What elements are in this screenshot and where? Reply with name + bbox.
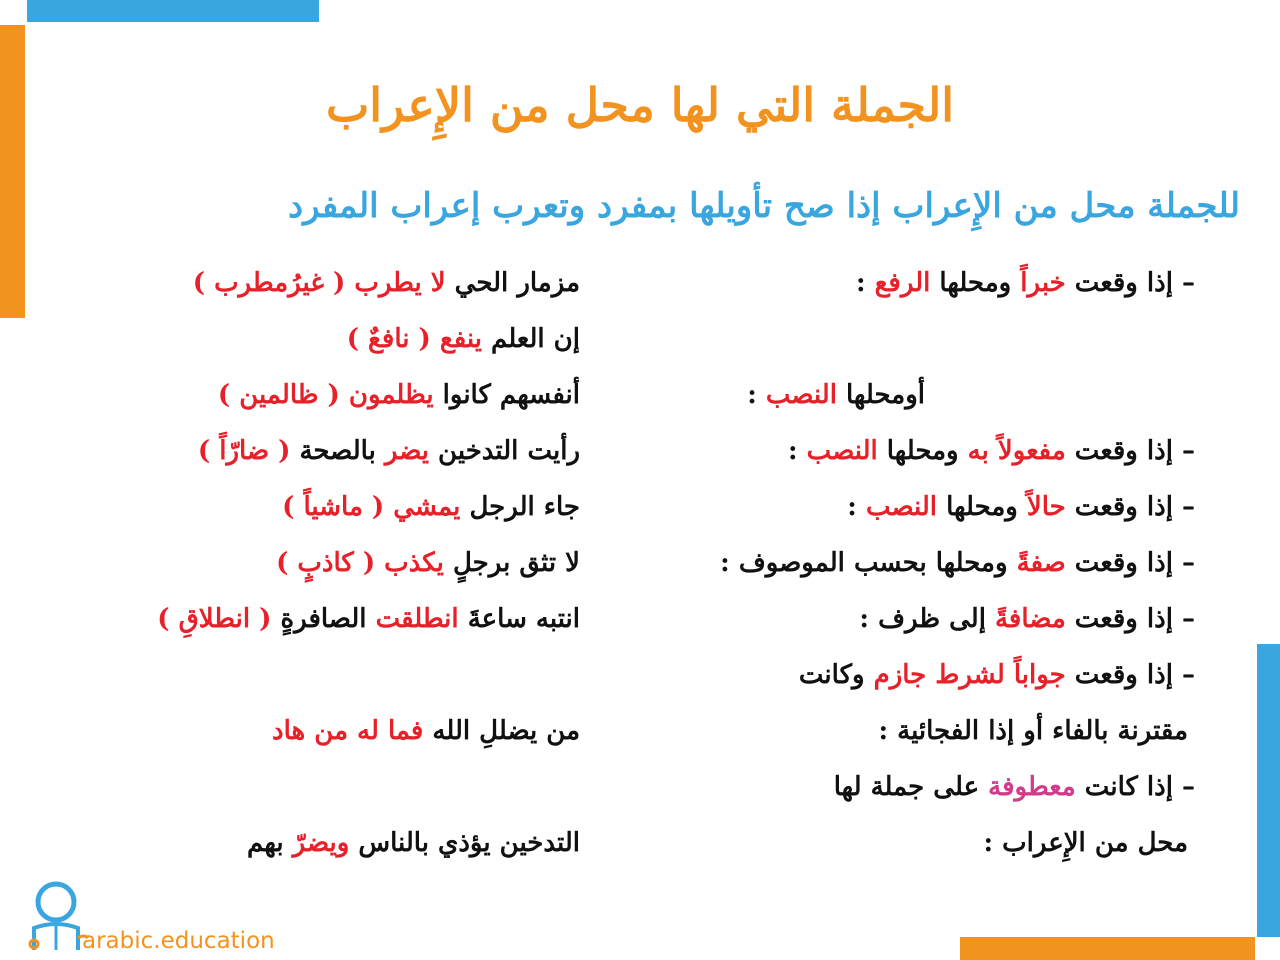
- example-2: إن العلم ينفع ( نافعٌ ): [346, 324, 580, 354]
- example-8: من يضللِ الله فما له من هاد: [272, 716, 580, 746]
- rule-predicate: – إذا وقعت خبراً ومحلها الرفع :: [855, 268, 1195, 298]
- bottom-orange-accent-bar: [960, 937, 1255, 960]
- rule-object: – إذا وقعت مفعولاً به ومحلها النصب :: [788, 436, 1195, 466]
- left-orange-accent-bar: [0, 25, 25, 318]
- page-title: الجملة التي لها محل من الإِعراب: [325, 78, 955, 132]
- example-1: مزمار الحي لا يطرب ( غيرُمطرب ): [192, 268, 580, 298]
- example-4: رأيت التدخين يضر بالصحة ( ضارّاً ): [197, 436, 580, 466]
- right-blue-accent-bar: [1257, 644, 1280, 937]
- logo-text: arabic.education: [82, 928, 275, 954]
- example-5: جاء الرجل يمشي ( ماشياً ): [282, 492, 580, 522]
- rule-conditional-answer-cont: مقترنة بالفاء أو إذا الفجائية :: [878, 716, 1188, 746]
- example-9: التدخين يؤذي بالناس ويضرّ بهم: [247, 828, 580, 858]
- top-blue-accent-bar: [27, 0, 319, 22]
- rule-kana-accusative: أومحلها النصب :: [747, 380, 925, 410]
- rule-conjoined: – إذا كانت معطوفة على جملة لها: [833, 772, 1195, 802]
- rule-genitive-adverb: – إذا وقعت مضافةً إلى ظرف :: [859, 604, 1195, 634]
- rule-conjoined-cont: محل من الإِعراب :: [983, 828, 1188, 858]
- page-subtitle: للجملة محل من الإِعراب إذا صح تأويلها بمفرد وتعرب إعراب المفرد: [287, 186, 1240, 226]
- rule-conditional-answer: – إذا وقعت جواباً لشرط جازم وكانت: [798, 660, 1195, 690]
- rule-circumstantial: – إذا وقعت حالاً ومحلها النصب :: [847, 492, 1195, 522]
- example-3: أنفسهم كانوا يظلمون ( ظالمين ): [217, 380, 580, 410]
- example-7: انتبه ساعةَ انطلقت الصافرةٍ ( انطلاقِ ): [157, 604, 580, 634]
- example-6: لا تثق برجلٍ يكذب ( كاذبٍ ): [276, 548, 580, 578]
- rule-adjective: – إذا وقعت صفةً ومحلها بحسب الموصوف :: [720, 548, 1195, 578]
